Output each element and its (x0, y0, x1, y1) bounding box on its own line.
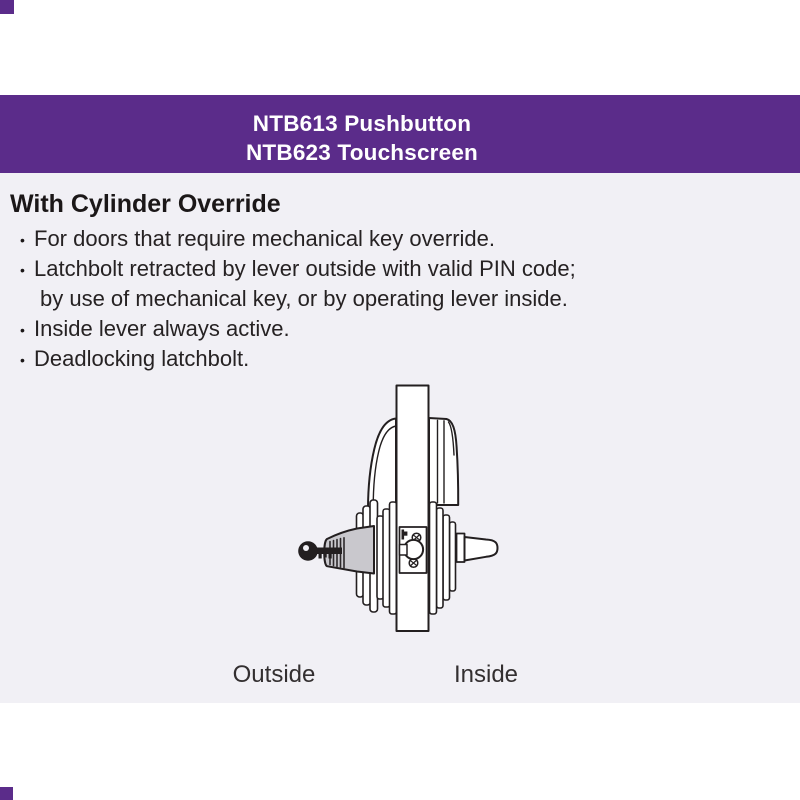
inside-lever-hub (457, 534, 465, 563)
lock-diagram (280, 376, 510, 642)
bullet-icon: • (20, 232, 25, 248)
section-heading: With Cylinder Override (10, 190, 281, 218)
deadlatch-plunger (400, 545, 408, 556)
bullet-icon: • (20, 352, 25, 368)
list-item-continuation: by use of mechanical key, or by operating lever inside. (40, 286, 568, 311)
bullet-icon: • (20, 322, 25, 338)
product-model-1: NTB613 Pushbutton (252, 111, 472, 136)
corner-mark-bottom-left (0, 787, 13, 800)
list-item-text: For doors that require mechanical key override. (34, 226, 495, 251)
label-outside: Outside (232, 661, 316, 688)
label-inside: Inside (453, 661, 519, 688)
inside-lever (465, 537, 498, 561)
product-banner (0, 95, 800, 173)
bullet-icon: • (20, 262, 25, 278)
list-item-text: Deadlocking latchbolt. (34, 346, 250, 371)
list-item (0, 314, 780, 344)
feature-list (0, 224, 780, 374)
list-item-text: Latchbolt retracted by lever outside with valid PIN code; (34, 256, 576, 281)
list-item (0, 254, 780, 284)
key-hole (303, 545, 309, 551)
list-item (0, 224, 780, 254)
inside-rose-rings (430, 502, 456, 614)
product-model-2: NTB623 Touchscreen (245, 140, 478, 165)
corner-mark-top-left (0, 0, 14, 14)
list-item (0, 344, 780, 374)
list-item-text: Inside lever always active. (34, 316, 290, 341)
door (397, 386, 429, 632)
